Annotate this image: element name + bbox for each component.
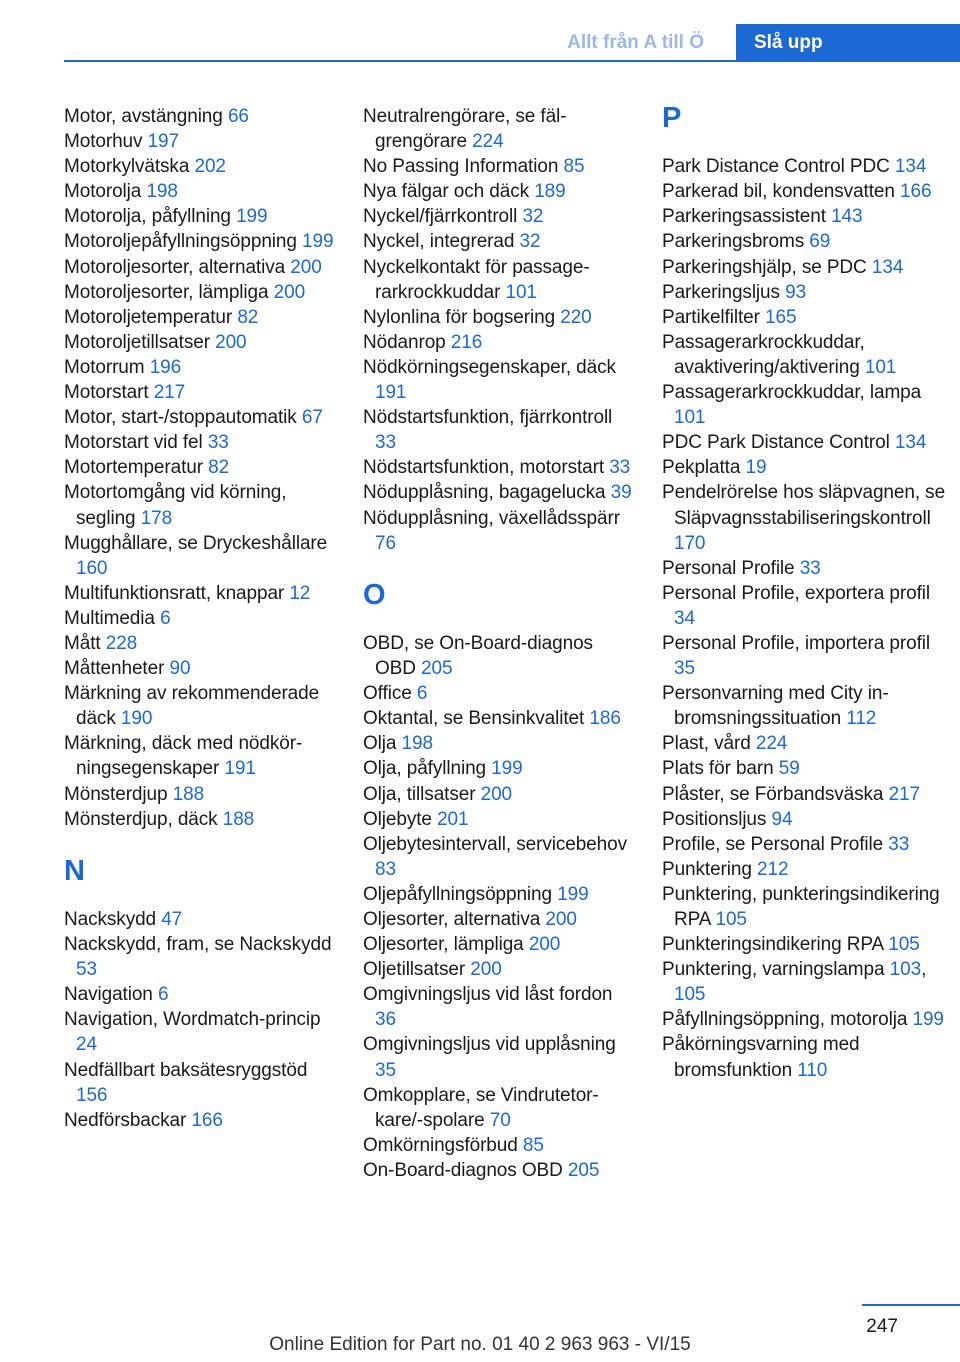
page-reference-link[interactable]: 82 [237,306,259,328]
index-entry [64,129,339,154]
page-reference-link[interactable]: 156 [76,1084,108,1106]
page-reference-link[interactable]: 201 [437,808,469,830]
index-term: OBD, se On-Board-diagnos OBD [363,632,593,680]
index-entry [64,907,339,932]
page-reference-link[interactable]: 105 [715,909,747,930]
page-reference-link[interactable]: 101 [505,281,537,303]
tab-look-up[interactable]: Slå upp [736,24,960,62]
page-reference-link[interactable]: 228 [105,632,138,654]
index-term: Omkörningsförbud [363,1134,518,1156]
index-term: Parkeringsbroms [662,231,805,253]
page-reference-link[interactable]: 105 [888,934,920,956]
index-term: Nödstartsfunktion, fjärrkontroll [363,407,613,429]
index-term: Omkopplare, se Vindrutetorkare/-spolare [363,1084,599,1131]
index-entry [64,355,339,380]
index-term: Nedfällbart baksätesryggstöd [64,1059,308,1081]
index-entry [363,480,638,505]
index-term: Passagerarkrockkuddar, lampa [662,382,922,404]
index-entry [662,631,952,681]
page-reference-link[interactable]: 94 [771,808,793,830]
index-entry [662,756,952,781]
index-term: Nödkörningsegenskaper, däck [363,356,616,378]
index-entry [64,581,339,606]
page-reference-link[interactable]: 24 [76,1034,97,1056]
index-entry [662,581,952,631]
index-entry [64,179,339,204]
index-term: Plats för barn [662,758,774,780]
index-entry [662,380,952,430]
index-term: Nedförsbackar [64,1109,187,1131]
index-entry [662,1032,952,1082]
index-term: Parkeringsljus [662,281,780,303]
index-entry [64,531,339,581]
index-term: Motortomgång vid körning, segling [64,482,287,529]
page-reference-link[interactable]: 47 [161,909,183,930]
index-entry [64,1058,339,1108]
page-reference-link[interactable]: 90 [169,658,191,680]
index-entry [64,380,339,405]
index-entry [662,957,952,1007]
index-term: Mönsterdjup [64,783,168,805]
index-term: Nackskydd, fram, se Nackskydd [64,934,332,956]
index-entry [363,330,638,355]
index-entry [363,1083,638,1133]
index-entry [363,957,638,982]
page-reference-link[interactable]: 105 [674,984,706,1006]
index-term: Oljebyte [363,808,432,830]
page-reference-link[interactable]: 39 [610,482,632,504]
index-term: Motoroljetillsatser [64,331,210,353]
index-term: Punktering, varningslampa [662,959,885,981]
index-entry [64,229,339,254]
index-letter-heading: N [64,854,85,887]
page-reference-link[interactable]: 69 [809,231,831,253]
index-entry [64,255,339,280]
page-reference-link[interactable]: 110 [797,1059,828,1081]
index-entry [363,882,638,907]
page-reference-link[interactable]: 33 [888,833,910,855]
index-term: Olja [363,733,397,755]
index-term: Parkeringshjälp, se PDC [662,256,867,278]
index-entry [363,782,638,807]
page-reference-link[interactable]: 33 [609,457,631,479]
index-term: On-Board-diagnos OBD [363,1159,563,1181]
index-term: Oljesorter, lämpliga [363,934,524,956]
index-term: Pekplatta [662,457,741,479]
index-term: Nyckel/fjärrkontroll [363,206,518,228]
index-term: Olja, tillsatser [363,783,476,805]
footer-rule [862,1304,960,1306]
index-term: Måttenheter [64,658,165,680]
index-term: Plåster, se Förbandsväska [662,783,884,805]
index-term: Motorkylvätska [64,156,190,178]
index-entry [363,255,638,305]
page-reference-link[interactable]: 165 [765,306,797,328]
index-entry [662,179,952,204]
index-entry [64,1007,339,1057]
index-entry [64,430,339,455]
page-reference-link[interactable]: 112 [846,708,877,730]
page-reference-link[interactable]: 217 [888,783,920,805]
index-entry [662,832,952,857]
index-term: Oktantal, se Bensinkvalitet [363,708,585,730]
page-reference-link[interactable]: 205 [567,1159,600,1181]
page-reference-link[interactable]: 143 [831,206,863,228]
index-term: Punktering, punkteringsindikering RPA [662,883,940,930]
page-reference-link[interactable]: 67 [301,407,323,429]
index-entry [64,731,339,781]
index-term: Passagerarkrockkuddar, avaktivering/aktivering [662,331,865,378]
index-entry [662,731,952,756]
index-term: Personal Profile [662,557,795,579]
page-reference-link[interactable]: 186 [589,708,621,730]
index-column-2 [363,104,638,1183]
index-term: Omgivningsljus vid upplåsning [363,1034,616,1056]
index-term: Partikelfilter [662,306,760,328]
page-reference-link[interactable]: 191 [375,382,407,404]
page-reference-link[interactable]: 66 [227,106,249,127]
index-entry [662,807,952,832]
page-reference-link[interactable]: 166 [900,181,932,203]
index-letter-heading: O [363,578,386,611]
page-reference-link[interactable]: 189 [534,181,566,203]
index-entry [64,480,339,530]
index-term: Navigation [64,984,153,1006]
index-term: Oljetillsatser [363,959,466,981]
index-term: Park Distance Control PDC [662,156,890,178]
index-term: Motorrum [64,356,145,378]
index-entry [64,280,339,305]
index-entry [64,330,339,355]
index-entry [64,982,339,1007]
index-entry [662,430,952,455]
index-entry [363,807,638,832]
index-column-1 [64,104,339,1133]
index-entry [363,455,638,480]
page-reference-link[interactable]: 19 [745,457,767,479]
index-entry [662,255,952,280]
index-entry [363,1032,638,1082]
ref-separator: , [921,959,927,981]
index-term: Personvarning med City inbromsningssituation [662,683,889,730]
page-reference-link[interactable]: 160 [76,557,108,579]
page-reference-link[interactable]: 188 [222,808,255,830]
index-entry [363,229,638,254]
page-reference-link[interactable]: 34 [674,607,695,629]
page-reference-link[interactable]: 32 [519,231,541,253]
index-term: Parkerad bil, kondensvatten [662,181,895,203]
index-term: Punktering [662,858,752,880]
page-reference-link[interactable]: 6 [416,683,428,705]
page-reference-link[interactable]: 220 [560,306,592,328]
index-term: Omgivningsljus vid låst fordon [363,984,613,1006]
index-term: Navigation, Wordmatch-princip [64,1009,321,1031]
index-term: Multifunktionsratt, knappar [64,582,285,604]
index-entry [662,882,952,932]
index-term: Nyckelkontakt för passagerarkrockkuddar [363,256,590,303]
index-entry [64,631,339,656]
index-entry [64,807,339,832]
index-term: Motortemperatur [64,457,203,479]
edition-note: Online Edition for Part no. 01 40 2 963 963 - VI/15 [269,1334,691,1355]
page-reference-link[interactable]: 200 [215,331,247,353]
index-term: Nyckel, integrerad [363,231,515,253]
tab-section-a-to-o[interactable]: Allt från A till Ö [567,32,704,53]
index-entry [662,782,952,807]
page-reference-link[interactable]: 170 [674,532,706,554]
index-term: Nya fälgar och däck [363,181,530,203]
index-entry [363,179,638,204]
page-reference-link[interactable]: 224 [755,733,788,755]
index-term: Pendelrörelse hos släpvagnen, se Släpvagnsstabiliseringskontroll [662,482,946,529]
page-reference-link[interactable]: 212 [757,858,789,880]
index-entry [363,355,638,405]
page-reference-link[interactable]: 134 [871,256,904,278]
page-reference-link[interactable]: 178 [140,507,173,529]
page-reference-link[interactable]: 200 [290,256,322,278]
index-term: Motorstart [64,382,149,404]
page-reference-link[interactable]: 200 [480,783,513,805]
page-reference-link[interactable]: 198 [146,181,178,203]
page-reference-link[interactable]: 198 [401,733,433,755]
index-entry [363,405,638,455]
index-entry [662,556,952,581]
index-entry [64,455,339,480]
index-entry [363,1158,638,1183]
index-term: Nödanrop [363,331,446,353]
page-number: 247 [866,1316,898,1337]
page-reference-link[interactable]: 53 [76,959,97,981]
page-reference-link[interactable]: 33 [375,432,396,454]
page-reference-link[interactable]: 166 [191,1109,223,1131]
page-reference-link[interactable]: 190 [120,708,153,730]
page-reference-link[interactable]: 199 [912,1009,944,1031]
index-entry [363,832,638,882]
index-term: Nödupplåsning, bagagelucka [363,482,606,504]
page-reference-link[interactable]: 36 [375,1009,396,1031]
page-reference-link[interactable]: 103 [889,959,922,981]
index-entry [64,405,339,430]
page-reference-link[interactable]: 196 [149,356,182,378]
index-entry [363,756,638,781]
index-term: Motoroljetemperatur [64,306,233,328]
page-reference-link[interactable]: 202 [194,156,226,178]
index-term: Oljebytesintervall, servicebehov [363,833,627,855]
page-reference-link[interactable]: 217 [153,382,186,404]
index-term: Plast, vård [662,733,751,755]
index-entry [64,154,339,179]
index-entry [64,681,339,731]
page-reference-link[interactable]: 6 [157,984,169,1006]
page-reference-link[interactable]: 12 [289,582,311,604]
index-entry [662,455,952,480]
index-letter-heading: P [662,102,682,134]
index-term: Märkning av rekommenderade däck [64,683,320,730]
index-entry [64,782,339,807]
index-term: Påkörningsvarning med bromsfunktion [662,1034,860,1081]
index-term: Mått [64,632,101,654]
page-reference-link[interactable]: 6 [160,607,171,629]
index-term: Positionsljus [662,808,767,830]
page-reference-link[interactable]: 199 [236,206,268,228]
page-reference-link[interactable]: 200 [545,909,577,930]
index-term: Påfyllningsöppning, motorolja [662,1009,908,1031]
page-reference-link[interactable]: 76 [375,532,396,554]
index-entry [363,982,638,1032]
page-reference-link[interactable]: 33 [799,557,821,579]
index-entry [662,857,952,882]
page-reference-link[interactable]: 33 [207,432,229,454]
index-term: Motor, avstängning [64,106,223,127]
page-reference-link[interactable]: 82 [208,457,230,479]
index-term: Motoroljesorter, alternativa [64,256,286,278]
page-reference-link[interactable]: 216 [450,331,483,353]
index-term: Profile, se Personal Profile [662,833,884,855]
index-term: Motorstart vid fel [64,432,203,454]
index-entry [64,932,339,982]
index-term: Motorolja [64,181,142,203]
index-term: Nackskydd [64,909,157,930]
index-entry [662,280,952,305]
index-term: Motoroljepåfyllningsöppning [64,231,297,253]
page-reference-link[interactable]: 85 [563,156,585,178]
index-term: Nödstartsfunktion, motorstart [363,457,605,479]
index-entry [363,506,638,556]
index-term: Office [363,683,412,705]
index-term: Mönsterdjup, däck [64,808,218,830]
index-term: Märkning, däck med nödkörningsegenskaper [64,733,303,780]
page-reference-link[interactable]: 197 [147,131,179,153]
index-entry [662,1007,952,1032]
page-reference-link[interactable]: 188 [172,783,205,805]
page-reference-link[interactable]: 85 [522,1134,544,1156]
index-term: Personal Profile, exportera profil [662,582,931,604]
index-entry [64,656,339,681]
index-entry [662,204,952,229]
page-reference-link[interactable]: 199 [302,231,334,253]
index-entry [662,305,952,330]
page-reference-link[interactable]: 35 [674,658,695,680]
index-entry [363,154,638,179]
page-reference-link[interactable]: 101 [864,356,897,378]
index-term: Motoroljesorter, lämpliga [64,281,269,303]
page-reference-link[interactable]: 134 [894,156,927,178]
page-reference-link[interactable]: 32 [522,206,544,228]
index-entry [363,706,638,731]
index-entry [64,104,339,129]
page-reference-link[interactable]: 59 [778,758,800,780]
index-term: Nödupplåsning, växellådsspärr [363,507,620,529]
index-entry [64,204,339,229]
page-reference-link[interactable]: 200 [470,959,502,981]
index-term: Multimedia [64,607,155,629]
page-reference-link[interactable]: 35 [375,1059,396,1081]
index-term: Neutralrengörare, se fälgrengörare [363,106,567,153]
index-entry [64,606,339,631]
page-reference-link[interactable]: 101 [674,407,706,429]
index-entry [662,330,952,380]
index-entry [363,932,638,957]
index-entry [662,229,952,254]
index-entry [363,204,638,229]
page-reference-link[interactable]: 70 [489,1109,511,1131]
index-term: Nylonlina för bogsering [363,306,556,328]
index-term: PDC Park Distance Control [662,432,890,454]
index-entry [363,1133,638,1158]
index-term: No Passing Information [363,156,559,178]
page-reference-link[interactable]: 199 [491,758,523,780]
index-entry [363,681,638,706]
index-entry [64,305,339,330]
page-reference-link[interactable]: 199 [557,883,589,905]
index-entry [662,932,952,957]
index-term: Olja, påfyllning [363,758,487,780]
index-entry [363,907,638,932]
page-reference-link[interactable]: 83 [375,858,396,880]
index-entry [662,480,952,555]
index-term: Personal Profile, importera profil [662,632,930,654]
index-entry [662,154,952,179]
page-reference-link[interactable]: 93 [785,281,807,303]
page-reference-link[interactable]: 200 [273,281,306,303]
page-reference-link[interactable]: 200 [528,934,561,956]
page-reference-link[interactable]: 191 [224,758,256,780]
page-reference-link[interactable]: 134 [894,432,927,454]
index-entry [363,631,638,681]
index-term: Punkteringsindikering RPA [662,934,884,956]
page-reference-link[interactable]: 205 [421,658,453,680]
index-term: Motorolja, påfyllning [64,206,231,228]
index-entry [64,1108,339,1133]
page-reference-link[interactable]: 224 [472,131,504,153]
index-entry [363,731,638,756]
index-term: Motorhuv [64,131,143,153]
index-term: Oljepåfyllningsöppning [363,883,552,905]
index-entry [363,305,638,330]
index-entry [363,104,638,154]
index-entry [662,681,952,731]
index-term: Oljesorter, alternativa [363,909,541,930]
index-term: Motor, start-/stoppautomatik [64,407,297,429]
index-term: Parkeringsassistent [662,206,826,228]
index-column-3 [662,104,952,1083]
index-term: Mugghållare, se Dryckeshållare [64,532,328,554]
